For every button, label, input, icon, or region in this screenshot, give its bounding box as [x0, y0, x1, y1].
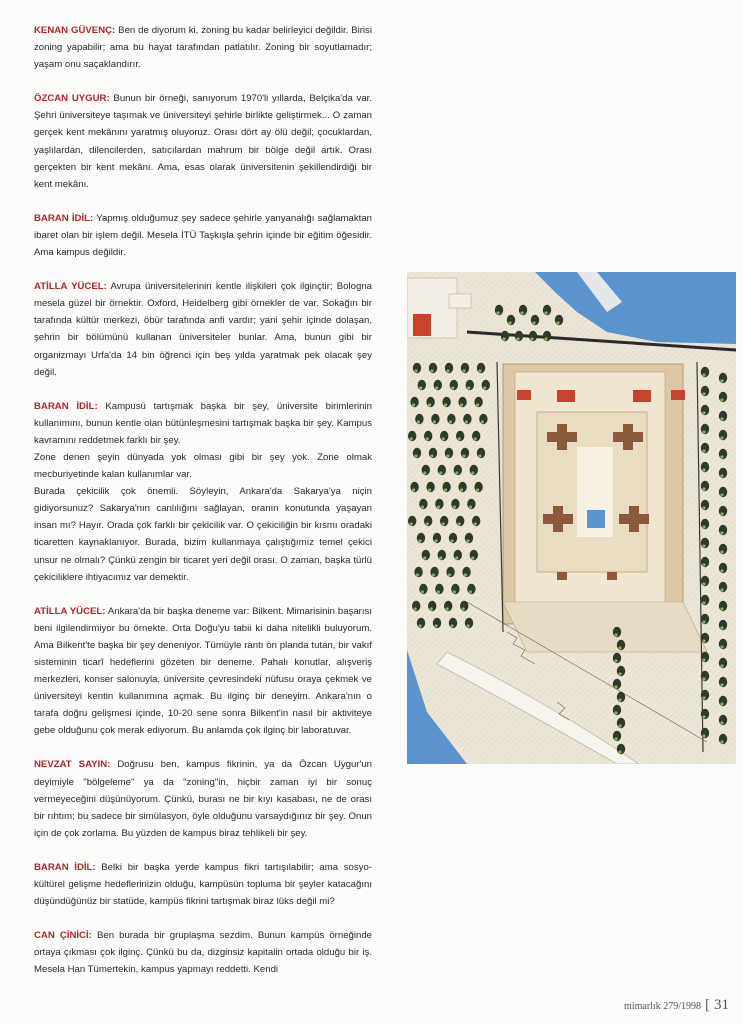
speaker-name: ÖZCAN UYGUR: [34, 93, 110, 105]
speaker-name: BARAN İDİL: [34, 212, 94, 224]
tree-highlight [418, 624, 421, 627]
tree-highlight [481, 420, 484, 423]
tree-highlight [423, 556, 426, 559]
tree-highlight [469, 590, 472, 593]
footer-divider: [ [705, 997, 710, 1013]
tree-highlight [520, 311, 523, 314]
tree-highlight [702, 544, 705, 547]
tree-highlight [614, 711, 617, 714]
tree-highlight [508, 321, 511, 324]
tree-highlight [471, 471, 474, 474]
tree-highlight [614, 685, 617, 688]
tree-highlight [442, 437, 445, 440]
tree-highlight [702, 601, 705, 604]
tree-highlight [556, 321, 559, 324]
article-column [34, 22, 372, 996]
tree-highlight [467, 386, 470, 389]
tree-highlight [469, 505, 472, 508]
tree-highlight [614, 737, 617, 740]
tree-highlight [458, 522, 461, 525]
tree-highlight [455, 556, 458, 559]
tree-highlight [532, 321, 535, 324]
tree-highlight [428, 488, 431, 491]
tree-highlight [478, 369, 481, 372]
speaker-name: NEVZAT SAYIN: [34, 759, 111, 771]
tree-highlight [702, 373, 705, 376]
tree-highlight [702, 468, 705, 471]
tree-highlight [423, 471, 426, 474]
tree-highlight [437, 505, 440, 508]
tree-highlight [414, 454, 417, 457]
tree-highlight [410, 437, 413, 440]
tree-highlight [720, 740, 723, 743]
tree-highlight [702, 620, 705, 623]
tree-highlight [544, 337, 547, 340]
tree-highlight [702, 506, 705, 509]
tree-highlight [702, 430, 705, 433]
tree-highlight [449, 420, 452, 423]
tree-highlight [460, 488, 463, 491]
tree-highlight [462, 369, 465, 372]
dialogue-paragraph [34, 603, 372, 740]
tree-highlight [720, 455, 723, 458]
tree-highlight [453, 590, 456, 593]
tree-highlight [466, 539, 469, 542]
tree-highlight [476, 403, 479, 406]
tree-highlight [433, 420, 436, 423]
main-complex [503, 364, 707, 652]
speaker-name: BARAN İDİL: [34, 861, 96, 873]
tree-highlight [516, 337, 519, 340]
dialogue-paragraph [34, 398, 372, 586]
tree-highlight [618, 672, 621, 675]
tree-highlight [720, 569, 723, 572]
dialogue-paragraph [34, 927, 372, 978]
tree-highlight [702, 392, 705, 395]
tree-highlight [720, 550, 723, 553]
tree-highlight [474, 522, 477, 525]
tree-highlight [720, 512, 723, 515]
tree-highlight [421, 590, 424, 593]
tree-highlight [430, 454, 433, 457]
page-number: 31 [714, 997, 729, 1013]
tree-highlight [453, 505, 456, 508]
tree-highlight [464, 573, 467, 576]
tree-highlight [720, 607, 723, 610]
tree-highlight [614, 659, 617, 662]
tree-highlight [414, 607, 417, 610]
speaker-name: ATİLLA YÜCEL: [34, 605, 106, 617]
tree-highlight [462, 454, 465, 457]
tree-highlight [720, 417, 723, 420]
tree-highlight [418, 539, 421, 542]
tree-highlight [434, 539, 437, 542]
tree-highlight [496, 311, 499, 314]
tree-highlight [702, 658, 705, 661]
paragraph-text: Ben burada bir gruplaşma sezdim. Bunun kampüs örneğinde ortaya çıkması çok ilginç. Çünkü bu da, dizginsiz kapitalin ortada olduğu bir iş. Mesela Han Tümertekin, kampus yapmayı reddetti. Kendi [34, 930, 372, 976]
tree-highlight [432, 573, 435, 576]
tree-highlight [448, 573, 451, 576]
tree-highlight [720, 588, 723, 591]
campus-model-photo [407, 272, 736, 764]
tree-highlight [483, 386, 486, 389]
tree-highlight [614, 633, 617, 636]
tree-highlight [451, 386, 454, 389]
dialogue-paragraph [34, 210, 372, 261]
tree-highlight [702, 677, 705, 680]
tree-highlight [430, 607, 433, 610]
tree-highlight [476, 488, 479, 491]
tree-highlight [439, 556, 442, 559]
tree-highlight [702, 639, 705, 642]
tree-highlight [544, 311, 547, 314]
speaker-name: ATİLLA YÜCEL: [34, 281, 107, 293]
tree-highlight [702, 582, 705, 585]
tree-highlight [455, 471, 458, 474]
paragraph-text: Ankara'da bir başka deneme var: Bilkent. Mimarisinin başarısı beni ilgilendirmiyor bu örnekte. Orta Doğu'yu tabii ki daha nitelikli buluyorum. Ama Bilkent'te başka bir şey deneniyor. Tümüyle rantı ön planda tutan, bir vakıf sisteminin ticarî hedeflerini gözeten bir deneme. Pahalı konutlar, alışveriş merkezleri, konser salonuyla, üniversite çevresindeki nüfusu oraya çekmek ve üniversiteyi kentin kullanımına açmak. Bu ilginç bir deneyim. Ankara'nın o tarafa doğru gelişmesi içinde, 10-20 sene sonra Bilkent'in nasıl bir aktiviteye gebe olduğunu çok merak ediyorum. Bu anlamda çok ilginç bir laboratuvar. [34, 605, 373, 737]
tree-highlight [720, 721, 723, 724]
tree-highlight [416, 573, 419, 576]
tree-highlight [502, 337, 505, 340]
tree-highlight [465, 420, 468, 423]
paragraph-continuation: Burada çekicilik çok önemli. Söyleyin, Ankara'da Sakarya'ya niçin gidiyorsunuz? Sakarya'nın canlılığını sağlayan, oranın konutunda yaşayan insan mı? Hayır. Orada çok farklı bir çekicilik var. O çekiciliğin bir kısmı oradaki ticaretten kaynaklanıyor. Burada, bizim kullanmaya çalıştığımız temel çekici unsur ne olmalı? Çünkü zengin bir ticaret yeri değil orası. O zaman, başka türlü çekiciliklere ihtiyacımız var demektir. [34, 486, 372, 583]
speaker-name: CAN ÇİNİCİ: [34, 930, 92, 942]
tree-highlight [426, 437, 429, 440]
speaker-name: BARAN İDİL: [34, 400, 98, 412]
tree-highlight [702, 487, 705, 490]
tree-highlight [618, 646, 621, 649]
tree-highlight [417, 420, 420, 423]
dialogue-paragraph [34, 859, 372, 910]
tree-highlight [702, 563, 705, 566]
tree-highlight [444, 403, 447, 406]
tree-highlight [410, 522, 413, 525]
campus-site-model-image [407, 272, 736, 764]
tree-highlight [702, 449, 705, 452]
paragraph-text: Kampusü tartışmak başka bir şey, üniversite birimlerinin kullanımını, bunun kentle olan bütünleşmesini tartışmak başka bir şey. Kampus kavramını reddetmek farklı bir şey. [34, 400, 372, 446]
tree-highlight [412, 488, 415, 491]
tree-highlight [446, 607, 449, 610]
tree-highlight [702, 715, 705, 718]
tree-highlight [412, 403, 415, 406]
tree-highlight [435, 386, 438, 389]
tree-highlight [720, 531, 723, 534]
tree-highlight [437, 590, 440, 593]
tree-highlight [720, 664, 723, 667]
tree-highlight [702, 696, 705, 699]
tree-highlight [618, 698, 621, 701]
paragraph-continuation: Zone denen şeyin dünyada yok olması gibi bir şey yok. Zone olmak mecburiyetinde kalan kullanımlar var. [34, 451, 372, 481]
dialogue-paragraph [34, 22, 372, 73]
dialogue-paragraph [34, 756, 372, 841]
tree-highlight [460, 403, 463, 406]
tree-highlight [618, 724, 621, 727]
paragraph-text: Bunun bir örneği, sanıyorum 1970'li yıllarda, Belçika'da var. Şehri üniversiteye taşımak ve üniversiteyi şehirle birlikte geliştirmek... O zaman gerçek kent mekânını yaratmış oluyoruz. Orası dört ay ölü değil; çocuklardan, yaşlılardan, dilencilerden, satıcılardan mahrum bir bölge değil artık. Orası gerçekten bir kent mekânı. Ama, esas olarak üniversitenin şekillendirdiği bir kent mekânı. [34, 93, 372, 190]
tree-highlight [450, 539, 453, 542]
tree-highlight [462, 607, 465, 610]
magazine-issue: mimarlık 279/1998 [624, 1001, 701, 1012]
tree-highlight [702, 525, 705, 528]
tree-highlight [421, 505, 424, 508]
tree-highlight [702, 411, 705, 414]
tree-highlight [430, 369, 433, 372]
tree-highlight [446, 369, 449, 372]
tree-highlight [618, 750, 621, 753]
tree-highlight [720, 474, 723, 477]
tree-highlight [720, 493, 723, 496]
tree-highlight [471, 556, 474, 559]
speaker-name: KENAN GÜVENÇ: [34, 25, 116, 36]
tree-highlight [434, 624, 437, 627]
tree-highlight [446, 454, 449, 457]
tree-highlight [458, 437, 461, 440]
tree-highlight [530, 337, 533, 340]
tree-highlight [720, 683, 723, 686]
tree-highlight [702, 734, 705, 737]
tree-highlight [414, 369, 417, 372]
paragraph-text: Yapmış olduğumuz şey sadece şehirle yanyanalığı sağlamaktan ibaret olan bir işlem değil. Mesela İTÜ Taşkışla şehrin içinde bir eğitim öğesidir. Ama kampus değildir. [34, 212, 372, 259]
tree-highlight [466, 624, 469, 627]
tree-highlight [720, 645, 723, 648]
tree-highlight [720, 379, 723, 382]
tree-highlight [474, 437, 477, 440]
dialogue-paragraph [34, 90, 372, 193]
paragraph-text: Ben de diyorum ki, zoning bu kadar belirleyici değildir. Birisi zoning yapabilir; ama bu hayat tarafından patlatılır. Zoning bir soyutlamadır; yaşam onu saçaklandırır. [34, 25, 372, 71]
tree-highlight [419, 386, 422, 389]
tree-highlight [426, 522, 429, 525]
tree-highlight [444, 488, 447, 491]
tree-highlight [720, 626, 723, 629]
tree-highlight [442, 522, 445, 525]
tree-highlight [720, 702, 723, 705]
paragraph-text: Doğrusu ben, kampus fikrinin, ya da Özcan Uygur'un deyimiyle "bölgeleme" ya da "zoning"in, hiçbir zaman iyi bir sonuç vermeyeceğini düşünüyorum. Çünkü, burası ne bir kıyı kasabası, ne de orası bir rıhtım; bu sadece bir simülasyon, öyle olduğunu varsaydığınız bir şey. Onun için de çok zorlama. Bu yüzden de kampus biraz tehlikeli bir şey. [34, 759, 372, 839]
tree-highlight [439, 471, 442, 474]
tree-highlight [720, 398, 723, 401]
dialogue-paragraph [34, 278, 372, 381]
page-footer [624, 997, 729, 1014]
paragraph-text: Avrupa üniversitelerinin kentle ilişkileri çok ilginçtir; Bologna mesela güzel bir örnektir. Oxford, Heidelberg gibi örnekler de var. Sokağın bir tarafında kültür merkezi, öbür tarafında anfi vardır; yani şehir içinde dolaşan, şehrin bir bölümünü kullanan üniversiteler bunlar. Ama, bunun gibi bir organizmayı Urfa'da 14 bin öğrenci için beş yılda yaratmak pek olacak şey değil. [34, 281, 372, 378]
paragraph-text: Belki bir başka yerde kampus fikri tartışılabilir; ama sosyo-kültürel gelişme hedeflerinizin olduğu, kampüsün topluma bir şeyler katacağını düşündüğünüz bir statüde, kampüs fikrini tartışmak biraz lüks değil mi? [34, 861, 372, 908]
tree-highlight [428, 403, 431, 406]
tree-highlight [478, 454, 481, 457]
tree-highlight [450, 624, 453, 627]
tree-highlight [720, 436, 723, 439]
